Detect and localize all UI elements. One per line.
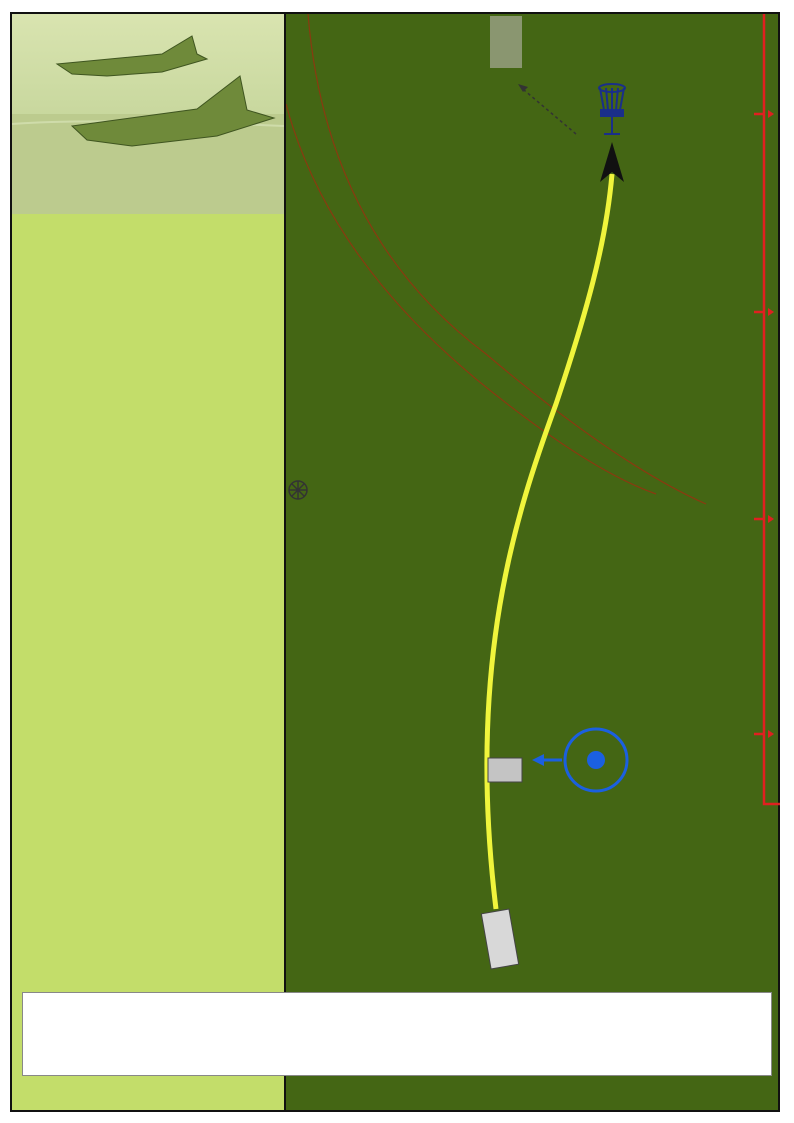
fairway-line: [487, 174, 612, 909]
next-hole-sign: [490, 16, 522, 68]
tee-pad: [481, 909, 518, 969]
trail-line: [286, 104, 656, 494]
basket-icon: [599, 84, 625, 134]
sponsor-tile-pattern: [23, 993, 773, 1077]
mando-dot: [587, 751, 605, 769]
ob-line: [754, 14, 780, 804]
course-map: [284, 14, 778, 1110]
trail-line: [308, 14, 706, 504]
jet-photo: [12, 14, 284, 214]
hole-9-tee-marker: [289, 481, 307, 499]
jet-aircraft-image: [12, 14, 284, 214]
sponsor-ad: [22, 992, 772, 1076]
next-hole-direction-arrow: [524, 90, 576, 134]
dropzone-box: [488, 758, 522, 782]
course-map-drawing: [286, 14, 780, 1110]
